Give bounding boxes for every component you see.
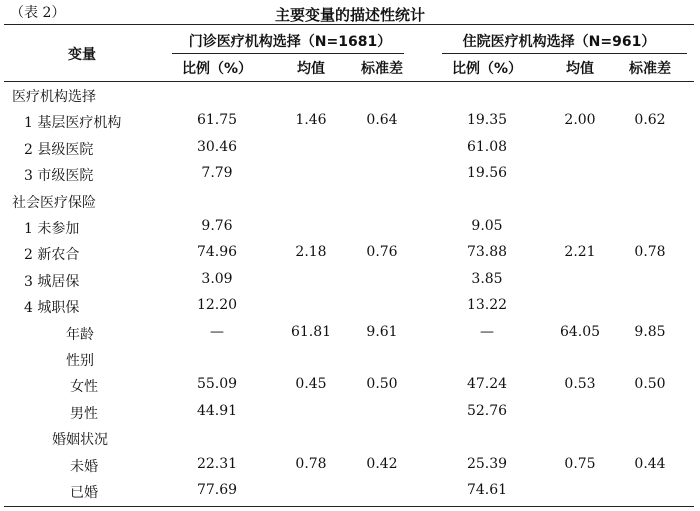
cell-inpatient-ratio: 19.35	[466, 112, 508, 129]
cell-inpatient-sd: 0.62	[634, 112, 666, 129]
header-o-sd: 标准差	[361, 61, 403, 77]
cell-inpatient-ratio: 3.85	[471, 270, 503, 287]
table-label: （表 2）	[10, 5, 66, 21]
cell-inpatient-ratio: 74.61	[466, 482, 508, 498]
cell-inpatient-ratio: 52.76	[466, 402, 508, 419]
row-label: 4 城职保	[24, 300, 80, 317]
cell-inpatient-ratio: —	[480, 323, 494, 340]
row-label: 2 新农合	[24, 247, 80, 264]
cell-inpatient-ratio: 61.08	[466, 138, 508, 155]
header-o-ratio: 比例（%）	[181, 61, 253, 77]
row-label: 已婚	[70, 485, 98, 501]
header-rule	[4, 81, 694, 82]
cell-outpatient-ratio: 74.96	[196, 244, 238, 261]
cell-inpatient-mean: 2.21	[564, 244, 596, 261]
cell-inpatient-mean: 0.53	[564, 376, 596, 393]
cell-inpatient-mean: 2.00	[564, 112, 596, 129]
row-label: 年龄	[66, 326, 94, 343]
cell-outpatient-ratio: 3.09	[201, 270, 233, 287]
row-label: 医疗机构选择	[12, 89, 96, 105]
row-label: 性别	[66, 353, 94, 369]
cell-outpatient-ratio: 9.76	[201, 218, 233, 234]
cell-outpatient-ratio: 77.69	[196, 482, 238, 498]
cell-inpatient-sd: 9.85	[634, 323, 666, 340]
header-outpatient-group: 门诊医疗机构选择（N=1681）	[188, 34, 392, 50]
row-label: 婚姻状况	[52, 432, 108, 449]
cell-inpatient-ratio: 25.39	[466, 455, 508, 472]
row-label: 未婚	[70, 458, 98, 475]
cell-inpatient-mean: 64.05	[559, 323, 601, 340]
cell-outpatient-ratio: —	[210, 323, 224, 340]
cell-inpatient-ratio: 73.88	[466, 244, 508, 261]
cell-outpatient-ratio: 61.75	[196, 112, 238, 129]
cell-outpatient-ratio: 44.91	[196, 402, 238, 419]
cell-inpatient-sd: 0.78	[634, 244, 666, 261]
cell-inpatient-ratio: 47.24	[466, 376, 508, 393]
cell-outpatient-mean: 2.18	[295, 244, 327, 261]
cell-outpatient-ratio: 7.79	[201, 165, 233, 182]
cell-outpatient-ratio: 12.20	[196, 297, 238, 314]
table-title: 主要变量的描述性统计	[274, 6, 425, 24]
cell-outpatient-sd: 0.42	[366, 455, 398, 472]
cell-outpatient-mean: 61.81	[290, 323, 332, 340]
cell-inpatient-ratio: 13.22	[466, 297, 508, 314]
inpatient-group-rule	[442, 53, 687, 54]
cell-outpatient-ratio: 22.31	[196, 455, 238, 472]
cell-outpatient-sd: 0.64	[366, 112, 398, 129]
row-label: 2 县级医院	[24, 141, 94, 158]
row-label: 3 城居保	[24, 273, 80, 290]
cell-inpatient-sd: 0.44	[634, 455, 666, 472]
row-label: 1 基层医疗机构	[24, 115, 122, 132]
cell-outpatient-sd: 0.76	[366, 244, 398, 261]
row-label: 社会医疗保险	[12, 194, 96, 211]
cell-outpatient-sd: 9.61	[366, 323, 398, 340]
cell-inpatient-sd: 0.50	[634, 376, 666, 393]
header-inpatient-group: 住院医疗机构选择（N=961）	[462, 34, 656, 50]
row-label: 男性	[70, 405, 98, 422]
outpatient-group-rule	[172, 53, 404, 54]
row-label: 3 市级医院	[24, 168, 94, 185]
header-i-sd: 标准差	[629, 61, 671, 77]
cell-outpatient-sd: 0.50	[366, 376, 398, 393]
cell-outpatient-mean: 0.45	[295, 376, 327, 393]
header-i-mean: 均值	[566, 61, 594, 77]
cell-outpatient-mean: 0.78	[295, 455, 327, 472]
cell-inpatient-mean: 0.75	[564, 455, 596, 472]
cell-inpatient-ratio: 19.56	[466, 165, 508, 182]
row-label: 1 未参加	[24, 221, 80, 237]
top-rule	[4, 24, 694, 25]
row-label: 女性	[70, 379, 98, 396]
header-variable: 变量	[68, 47, 96, 63]
cell-outpatient-ratio: 30.46	[196, 138, 238, 155]
cell-outpatient-ratio: 55.09	[196, 376, 238, 393]
bottom-rule	[4, 506, 694, 507]
header-o-mean: 均值	[297, 61, 325, 77]
cell-inpatient-ratio: 9.05	[471, 218, 503, 234]
cell-outpatient-mean: 1.46	[295, 112, 327, 129]
header-i-ratio: 比例（%）	[451, 61, 523, 77]
